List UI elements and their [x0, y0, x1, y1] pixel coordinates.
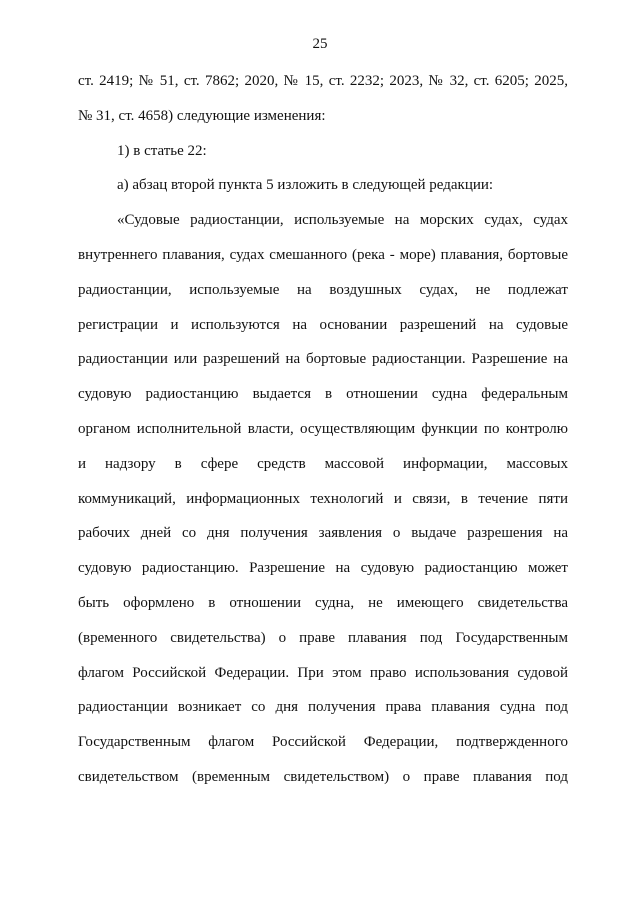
text-line: рабочих дней со дня получения заявления о выдаче разрешения на [78, 525, 568, 541]
text-line: (временного свидетельства) о праве плавания под Государственным [78, 630, 568, 646]
text-line: быть оформлено в отношении судна, не имеющего свидетельства [78, 595, 568, 611]
text-line: судовую радиостанцию выдается в отношении судна федеральным [78, 386, 568, 402]
text-line: ст. 2419; № 51, ст. 7862; 2020, № 15, ст. 2232; 2023, № 32, ст. 6205; 2025, [78, 73, 568, 89]
text-line: № 31, ст. 4658) следующие изменения: [78, 108, 326, 124]
text-line: органом исполнительной власти, осуществляющим функции по контролю [78, 421, 568, 437]
text-line: радиостанции или разрешений на бортовые радиостанции. Разрешение на [78, 351, 568, 367]
text-line: коммуникаций, информационных технологий и связи, в течение пяти [78, 491, 568, 507]
page-number: 25 [312, 36, 328, 52]
text-line: внутреннего плавания, судах смешанного (река - море) плавания, бортовые [78, 247, 568, 263]
text-line: «Судовые радиостанции, используемые на морских судах, судах [117, 212, 568, 228]
text-line: Государственным флагом Российской Федерации, подтвержденного [78, 734, 568, 750]
text-line: радиостанции возникает со дня получения права плавания судна под [78, 699, 568, 715]
text-line: радиостанции, используемые на воздушных судах, не подлежат [78, 282, 568, 298]
text-line: 1) в статье 22: [117, 143, 207, 159]
text-line: свидетельством (временным свидетельством) о праве плавания под [78, 769, 568, 785]
text-line: судовую радиостанцию. Разрешение на судовую радиостанцию может [78, 560, 568, 576]
text-line: и надзору в сфере средств массовой информации, массовых [78, 456, 568, 472]
text-line: а) абзац второй пункта 5 изложить в следующей редакции: [117, 177, 494, 193]
text-line: регистрации и используются на основании разрешений на судовые [78, 317, 568, 333]
text-line: флагом Российской Федерации. При этом право использования судовой [78, 665, 568, 681]
